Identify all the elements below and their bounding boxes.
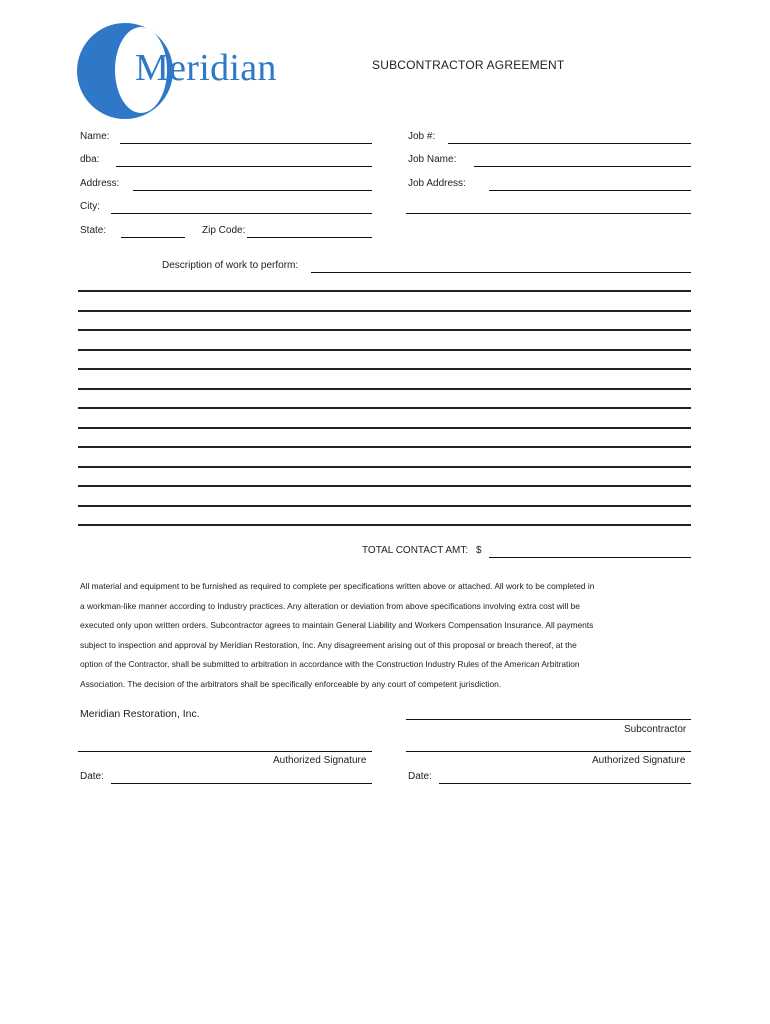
description-line-12[interactable] bbox=[78, 505, 691, 507]
job-address-line-2-field[interactable] bbox=[406, 213, 691, 214]
company-signature-field[interactable] bbox=[78, 751, 372, 752]
subcontractor-signature-field[interactable] bbox=[406, 751, 691, 752]
logo-wordmark: Meridian bbox=[135, 47, 277, 89]
date-field-right[interactable] bbox=[439, 783, 691, 784]
description-line-4[interactable] bbox=[78, 349, 691, 351]
terms-line-4: subject to inspection and approval by Meridian Restoration, Inc. Any disagreement arising out of this proposal or breach thereof, at the bbox=[80, 640, 577, 650]
description-line-6[interactable] bbox=[78, 388, 691, 390]
terms-line-5: option of the Contractor, shall be submitted to arbitration in accordance with the Construction Industry Rules of the American Arbitration bbox=[80, 659, 580, 669]
city-field[interactable] bbox=[111, 213, 372, 214]
date-field-left[interactable] bbox=[111, 783, 372, 784]
job-name-field[interactable] bbox=[474, 166, 691, 167]
company-name: Meridian Restoration, Inc. bbox=[80, 708, 200, 720]
subcontractor-label: Subcontractor bbox=[624, 724, 687, 735]
job-number-label: Job #: bbox=[408, 131, 436, 142]
currency-symbol: $ bbox=[476, 545, 482, 556]
total-amount-label: TOTAL CONTACT AMT: bbox=[362, 545, 469, 556]
address-field[interactable] bbox=[133, 190, 372, 191]
terms-line-3: executed only upon written orders. Subcontractor agrees to maintain General Liability and Workers Compensation Insurance. All payments bbox=[80, 620, 594, 630]
dba-field[interactable] bbox=[116, 166, 372, 167]
description-line-3[interactable] bbox=[78, 329, 691, 331]
description-line-2[interactable] bbox=[78, 310, 691, 312]
subcontractor-name-field[interactable] bbox=[406, 719, 691, 720]
date-label-left: Date: bbox=[80, 771, 104, 782]
city-label: City: bbox=[80, 201, 100, 212]
zip-label: Zip Code: bbox=[202, 225, 246, 236]
terms-line-1: All material and equipment to be furnished as required to complete per specifications written above or attached. All work to be completed in bbox=[80, 581, 595, 591]
total-amount-field[interactable] bbox=[489, 557, 691, 558]
description-line-7[interactable] bbox=[78, 407, 691, 409]
description-line-13[interactable] bbox=[78, 524, 691, 526]
document-title: SUBCONTRACTOR AGREEMENT bbox=[372, 58, 565, 72]
authorized-signature-label-left: Authorized Signature bbox=[273, 755, 367, 766]
job-address-label: Job Address: bbox=[408, 178, 466, 189]
description-line-9[interactable] bbox=[78, 446, 691, 448]
description-field[interactable] bbox=[311, 272, 691, 273]
name-field[interactable] bbox=[120, 143, 372, 144]
description-line-11[interactable] bbox=[78, 485, 691, 487]
company-logo bbox=[75, 22, 277, 122]
description-line-5[interactable] bbox=[78, 368, 691, 370]
terms-line-6: Association. The decision of the arbitrators shall be specifically enforceable by any court of competent jurisdiction. bbox=[80, 679, 502, 689]
job-address-field[interactable] bbox=[489, 190, 691, 191]
zip-field[interactable] bbox=[247, 237, 372, 238]
dba-label: dba: bbox=[80, 154, 100, 165]
job-name-label: Job Name: bbox=[408, 154, 457, 165]
address-label: Address: bbox=[80, 178, 120, 189]
state-label: State: bbox=[80, 225, 107, 236]
state-field[interactable] bbox=[121, 237, 185, 238]
job-number-field[interactable] bbox=[448, 143, 691, 144]
date-label-right: Date: bbox=[408, 771, 432, 782]
description-line-1[interactable] bbox=[78, 290, 691, 292]
name-label: Name: bbox=[80, 131, 110, 142]
description-label: Description of work to perform: bbox=[162, 260, 299, 271]
description-line-10[interactable] bbox=[78, 466, 691, 468]
terms-line-2: a workman-like manner according to Industry practices. Any alteration or deviation from above specifications involving extra cost will be bbox=[80, 601, 580, 611]
description-line-8[interactable] bbox=[78, 427, 691, 429]
authorized-signature-label-right: Authorized Signature bbox=[592, 755, 686, 766]
